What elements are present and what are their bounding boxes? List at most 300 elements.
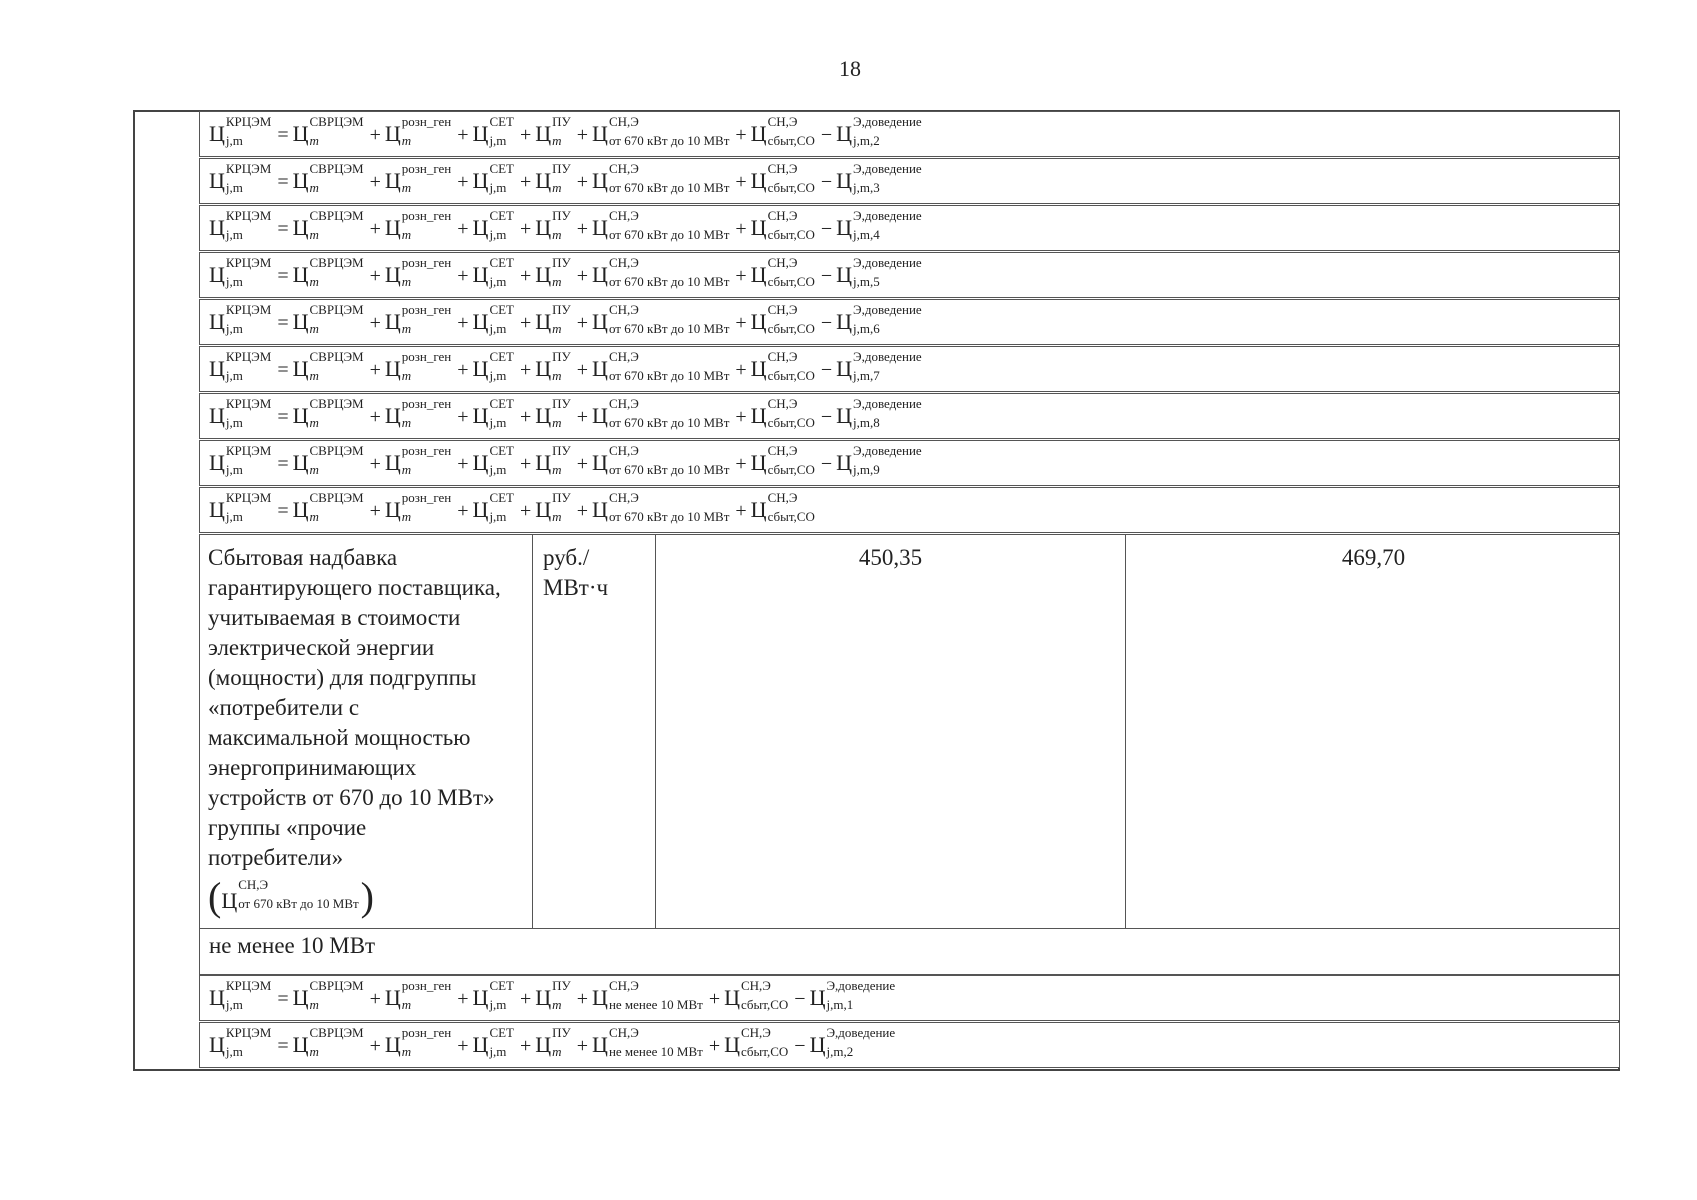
term-symbol: Ц — [209, 403, 225, 428]
term-symbol: Ц — [535, 1032, 552, 1057]
operator: + — [457, 312, 469, 334]
term-indices — [768, 491, 815, 523]
term-indices — [609, 979, 703, 1011]
term-subscript: j,m — [225, 1044, 243, 1059]
term-superscript: СН,Э — [608, 443, 639, 458]
term-superscript: КРЦЭМ — [225, 349, 272, 364]
formula-term — [293, 350, 366, 382]
term-indices — [609, 303, 729, 335]
term-symbol: Ц — [836, 356, 853, 381]
term-subscript: j,m — [225, 321, 243, 336]
term-superscript: КРЦЭМ — [225, 208, 272, 223]
term-indices — [853, 256, 922, 288]
term-indices — [552, 115, 571, 147]
operator: + — [457, 500, 469, 522]
term-symbol: Ц — [472, 356, 489, 381]
term-symbol: Ц — [592, 985, 608, 1010]
term-symbol: Ц — [209, 121, 225, 146]
term-superscript: розн_ген — [401, 349, 452, 364]
description-line: группы «прочие — [208, 815, 367, 840]
term-subscript: от 670 кВт до 10 МВт — [608, 415, 730, 430]
tariff-symbol-term — [221, 878, 360, 916]
term-indices — [310, 162, 364, 194]
formula-lhs — [209, 350, 273, 382]
term-subscript: m — [309, 509, 319, 524]
term-symbol: Ц — [472, 121, 489, 146]
term-superscript: СН,Э — [608, 161, 639, 176]
term-indices — [310, 397, 364, 429]
term-indices — [768, 209, 815, 241]
term-indices — [552, 256, 571, 288]
term-indices — [226, 397, 271, 429]
term-superscript: ПУ — [552, 396, 571, 411]
term-indices — [853, 444, 922, 476]
term-indices — [768, 115, 815, 147]
term-symbol: Ц — [384, 403, 401, 428]
formula-term — [592, 162, 731, 194]
term-symbol: Ц — [472, 1032, 489, 1057]
formula-lhs — [209, 115, 273, 147]
tariff-value-1: 450,35 — [656, 535, 1126, 928]
term-subscript: от 670 кВт до 10 МВт — [608, 462, 730, 477]
operator: − — [820, 124, 833, 146]
term-indices — [310, 491, 364, 523]
term-superscript: КРЦЭМ — [225, 443, 272, 458]
term-indices — [489, 397, 514, 429]
term-superscript: СН,Э — [608, 1025, 639, 1040]
formula — [209, 979, 897, 1011]
term-symbol: Ц — [209, 497, 225, 522]
term-superscript: СВРЦЭМ — [309, 161, 364, 176]
formula-lhs — [209, 444, 273, 476]
term-subscript: сбыт,СО — [741, 997, 789, 1012]
operator: + — [520, 988, 532, 1010]
operator: + — [735, 406, 747, 428]
term-symbol: Ц — [472, 497, 489, 522]
term-symbol: Ц — [472, 985, 489, 1010]
term-symbol: Ц — [592, 309, 608, 334]
term-subscript: j,m — [489, 462, 507, 477]
term-symbol: Ц — [836, 309, 853, 334]
term-superscript: Э,доведение — [853, 396, 922, 411]
term-superscript: СЕТ — [489, 208, 514, 223]
operator: − — [794, 988, 806, 1010]
operator: + — [369, 265, 381, 287]
term-indices — [226, 444, 271, 476]
term-symbol: Ц — [209, 450, 225, 475]
term-subscript: j,m — [489, 368, 507, 383]
term-superscript: КРЦЭМ — [225, 396, 272, 411]
term-subscript: от 670 кВт до 10 МВт — [608, 368, 730, 383]
operator: + — [457, 988, 469, 1010]
term-superscript: Э,доведение — [826, 978, 896, 993]
term-superscript: ПУ — [552, 161, 571, 176]
term-superscript: СВРЦЭМ — [309, 302, 364, 317]
tariff-symbol — [208, 874, 374, 919]
formula-lhs — [209, 256, 273, 288]
term-symbol: Ц — [472, 309, 489, 334]
term-subscript: m — [401, 274, 412, 289]
term-indices — [402, 491, 451, 523]
formula-lhs — [209, 1026, 273, 1058]
formula-term — [473, 1026, 516, 1058]
formula-term — [751, 491, 817, 523]
term-superscript: СН,Э — [767, 490, 798, 505]
term-symbol: Ц — [750, 309, 767, 334]
term-subscript: m — [552, 997, 562, 1012]
term-subscript: j,m,3 — [853, 180, 880, 195]
term-symbol: Ц — [292, 497, 309, 522]
term-symbol: Ц — [209, 309, 225, 334]
term-indices — [402, 1026, 451, 1058]
operator: + — [735, 218, 747, 240]
term-symbol: Ц — [472, 168, 489, 193]
term-symbol: Ц — [592, 1032, 608, 1057]
formula-term — [836, 162, 924, 194]
term-subscript: m — [552, 415, 562, 430]
formula-term — [385, 397, 453, 429]
formula — [209, 162, 924, 194]
term-symbol: Ц — [535, 356, 552, 381]
term-subscript: m — [309, 462, 319, 477]
term-indices — [310, 115, 364, 147]
tariff-description-cell — [200, 535, 533, 928]
term-superscript: СЕТ — [489, 161, 514, 176]
term-indices — [402, 162, 451, 194]
term-subscript: j,m — [225, 368, 243, 383]
formula-row — [199, 158, 1620, 204]
term-subscript: m — [309, 415, 319, 430]
formula-term — [592, 209, 731, 241]
formula-term — [385, 162, 453, 194]
term-subscript: j,m,5 — [853, 274, 880, 289]
term-symbol: Ц — [750, 121, 767, 146]
term-subscript: m — [552, 368, 562, 383]
operator: + — [576, 406, 589, 428]
term-superscript: СВРЦЭМ — [309, 978, 364, 993]
operator: + — [520, 312, 532, 334]
formula-row — [199, 975, 1620, 1021]
formula — [209, 115, 924, 147]
formula — [209, 350, 924, 382]
operator: = — [277, 171, 289, 193]
bracket: ) — [360, 874, 374, 919]
term-symbol: Ц — [535, 168, 552, 193]
term-symbol: Ц — [292, 215, 309, 240]
formula-term — [473, 162, 516, 194]
term-superscript: СН,Э — [767, 302, 798, 317]
term-symbol: Ц — [724, 1032, 740, 1057]
term-subscript: j,m — [489, 509, 507, 524]
operator: + — [369, 453, 381, 475]
term-superscript: СЕТ — [489, 443, 514, 458]
term-superscript: СВРЦЭМ — [309, 490, 364, 505]
term-superscript: СН,Э — [608, 349, 639, 364]
term-superscript: розн_ген — [401, 114, 452, 129]
term-symbol: Ц — [535, 215, 552, 240]
formula-term — [293, 256, 366, 288]
term-indices — [226, 491, 271, 523]
term-indices — [609, 397, 729, 429]
term-subscript: j,m,2 — [853, 133, 880, 148]
term-indices — [489, 209, 514, 241]
term-subscript: m — [309, 1044, 319, 1059]
tariff-value-2: 469,70 — [1341, 545, 1406, 570]
term-indices — [310, 979, 364, 1011]
operator: = — [277, 312, 289, 334]
formula-term — [473, 115, 516, 147]
term-superscript: СЕТ — [489, 302, 514, 317]
formula-term — [293, 1026, 366, 1058]
term-superscript: СН,Э — [608, 255, 639, 270]
term-superscript: розн_ген — [401, 443, 452, 458]
formula-term — [836, 350, 924, 382]
formula-term — [751, 256, 817, 288]
term-superscript: СН,Э — [608, 490, 639, 505]
term-symbol: Ц — [592, 403, 608, 428]
term-subscript: m — [552, 509, 562, 524]
term-indices — [552, 444, 571, 476]
term-subscript: j,m — [489, 1044, 507, 1059]
description-line: (мощности) для подгруппы — [208, 665, 477, 690]
operator: + — [520, 124, 532, 146]
term-subscript: сбыт,СО — [767, 368, 815, 383]
term-indices — [226, 209, 271, 241]
term-indices — [489, 115, 514, 147]
term-indices — [768, 350, 815, 382]
operator: + — [520, 453, 532, 475]
term-indices — [609, 444, 729, 476]
term-symbol: Ц — [209, 262, 225, 287]
term-indices — [489, 491, 514, 523]
operator: + — [576, 1035, 589, 1057]
term-subscript: от 670 кВт до 10 МВт — [608, 180, 730, 195]
formula-term — [592, 115, 731, 147]
term-superscript: СЕТ — [489, 255, 514, 270]
term-subscript: j,m,8 — [853, 415, 880, 430]
term-symbol: Ц — [535, 985, 552, 1010]
operator: + — [520, 171, 532, 193]
term-indices — [226, 115, 271, 147]
operator: = — [277, 1035, 289, 1057]
term-subscript: j,m — [225, 274, 243, 289]
formula-term — [836, 397, 924, 429]
term-indices — [489, 350, 514, 382]
term-subscript: m — [552, 180, 562, 195]
operator: + — [520, 265, 532, 287]
term-superscript: Э,доведение — [853, 349, 922, 364]
term-superscript: КРЦЭМ — [225, 255, 272, 270]
operator: + — [735, 171, 747, 193]
formula-lhs — [209, 303, 273, 335]
term-subscript: от 670 кВт до 10 МВт — [608, 509, 730, 524]
term-subscript: сбыт,СО — [767, 462, 815, 477]
formula-term — [751, 115, 817, 147]
formula-term — [751, 397, 817, 429]
term-subscript: m — [401, 180, 412, 195]
term-superscript: ПУ — [552, 349, 571, 364]
term-symbol: Ц — [592, 450, 608, 475]
operator: + — [457, 171, 469, 193]
term-superscript: КРЦЭМ — [225, 978, 272, 993]
term-indices — [609, 350, 729, 382]
formula — [209, 491, 817, 523]
term-indices — [226, 303, 271, 335]
term-symbol: Ц — [472, 403, 489, 428]
term-indices — [552, 397, 571, 429]
operator: + — [369, 988, 381, 1010]
term-indices — [609, 209, 729, 241]
term-superscript: розн_ген — [401, 208, 452, 223]
operator: + — [369, 218, 381, 240]
term-symbol: Ц — [292, 1032, 309, 1057]
formula-term — [724, 1026, 790, 1058]
formula-row — [199, 440, 1620, 486]
term-symbol: Ц — [209, 356, 225, 381]
term-superscript: КРЦЭМ — [225, 114, 272, 129]
term-subscript: m — [309, 997, 319, 1012]
term-subscript: j,m — [489, 133, 507, 148]
term-symbol: Ц — [292, 985, 309, 1010]
term-indices — [402, 256, 451, 288]
formula-term — [293, 397, 366, 429]
term-superscript: СЕТ — [489, 396, 514, 411]
formula-term — [751, 162, 817, 194]
formula-row — [199, 346, 1620, 392]
term-subscript: m — [552, 227, 562, 242]
operator: + — [520, 218, 532, 240]
term-symbol: Ц — [535, 403, 552, 428]
term-subscript: m — [309, 321, 319, 336]
formula-term — [592, 1026, 705, 1058]
term-superscript: ПУ — [552, 208, 571, 223]
term-subscript: сбыт,СО — [767, 133, 815, 148]
term-subscript: j,m — [225, 509, 243, 524]
term-superscript: СН,Э — [767, 161, 798, 176]
term-symbol: Ц — [292, 403, 309, 428]
term-indices — [310, 209, 364, 241]
term-indices — [489, 444, 514, 476]
term-superscript: СВРЦЭМ — [309, 1025, 364, 1040]
formula-term — [592, 979, 705, 1011]
term-symbol: Ц — [592, 262, 608, 287]
formula-term — [535, 162, 572, 194]
term-subscript: m — [552, 321, 562, 336]
term-indices — [609, 162, 729, 194]
term-symbol: Ц — [535, 497, 552, 522]
formula-term — [535, 303, 572, 335]
formula-term — [385, 115, 453, 147]
term-superscript: розн_ген — [401, 490, 452, 505]
formula-term — [592, 256, 731, 288]
term-indices — [609, 491, 729, 523]
term-superscript: СЕТ — [489, 114, 514, 129]
formula-term — [293, 491, 366, 523]
term-superscript: СН,Э — [767, 396, 798, 411]
term-indices — [310, 444, 364, 476]
formula-term — [836, 115, 924, 147]
formula — [209, 397, 924, 429]
formula — [209, 1026, 897, 1058]
formula-row — [199, 111, 1620, 157]
term-symbol: Ц — [292, 450, 309, 475]
description-line: максимальной мощностью — [208, 725, 471, 750]
operator: + — [457, 453, 469, 475]
operator: + — [369, 312, 381, 334]
term-superscript: КРЦЭМ — [225, 1025, 272, 1040]
term-subscript: m — [401, 368, 412, 383]
formula-row — [199, 1022, 1620, 1068]
formula-term — [751, 303, 817, 335]
term-subscript: m — [552, 1044, 562, 1059]
term-indices — [609, 256, 729, 288]
term-subscript: j,m — [225, 415, 243, 430]
term-subscript: не менее 10 МВт — [608, 997, 703, 1012]
description-line: потребители» — [208, 845, 344, 870]
operator: + — [708, 988, 721, 1010]
term-symbol: Ц — [809, 985, 826, 1010]
term-symbol: Ц — [750, 215, 767, 240]
term-subscript: m — [401, 1044, 412, 1059]
term-subscript: m — [401, 227, 412, 242]
term-superscript: ПУ — [552, 114, 571, 129]
operator: + — [457, 359, 469, 381]
formula-lhs — [209, 397, 273, 429]
term-indices — [489, 162, 514, 194]
term-indices — [609, 1026, 703, 1058]
term-symbol: Ц — [836, 215, 853, 240]
operator: + — [457, 1035, 469, 1057]
term-indices — [552, 979, 571, 1011]
formula-term — [592, 444, 731, 476]
tariff-unit-cell — [533, 535, 656, 928]
term-indices — [226, 979, 271, 1011]
operator: + — [735, 312, 747, 334]
term-indices — [402, 303, 451, 335]
formula-term — [535, 350, 572, 382]
term-subscript: сбыт,СО — [767, 415, 815, 430]
term-indices — [489, 303, 514, 335]
formula-term — [836, 256, 924, 288]
term-superscript: СЕТ — [489, 490, 514, 505]
formula-term — [473, 303, 516, 335]
term-superscript: ПУ — [552, 490, 571, 505]
tariff-table — [199, 111, 1620, 1069]
term-indices — [853, 397, 922, 429]
term-superscript: Э,доведение — [853, 161, 922, 176]
operator: + — [520, 1035, 532, 1057]
term-subscript: j,m — [489, 274, 507, 289]
term-subscript: j,m — [489, 227, 507, 242]
term-symbol: Ц — [292, 168, 309, 193]
description-line: учитываемая в стоимости — [208, 605, 461, 630]
operator: + — [369, 406, 381, 428]
term-subscript: j,m,2 — [826, 1044, 854, 1059]
operator: + — [457, 265, 469, 287]
operator: + — [369, 171, 381, 193]
formula-term — [535, 115, 572, 147]
term-symbol: Ц — [535, 450, 552, 475]
term-symbol: Ц — [384, 121, 401, 146]
formula-term — [535, 256, 572, 288]
term-superscript: СВРЦЭМ — [309, 255, 364, 270]
formula-term — [836, 303, 924, 335]
term-superscript: розн_ген — [401, 1025, 452, 1040]
formula-term — [385, 444, 453, 476]
term-subscript: от 670 кВт до 10 МВт — [238, 896, 359, 911]
term-indices — [552, 1026, 571, 1058]
term-superscript: ПУ — [552, 978, 571, 993]
